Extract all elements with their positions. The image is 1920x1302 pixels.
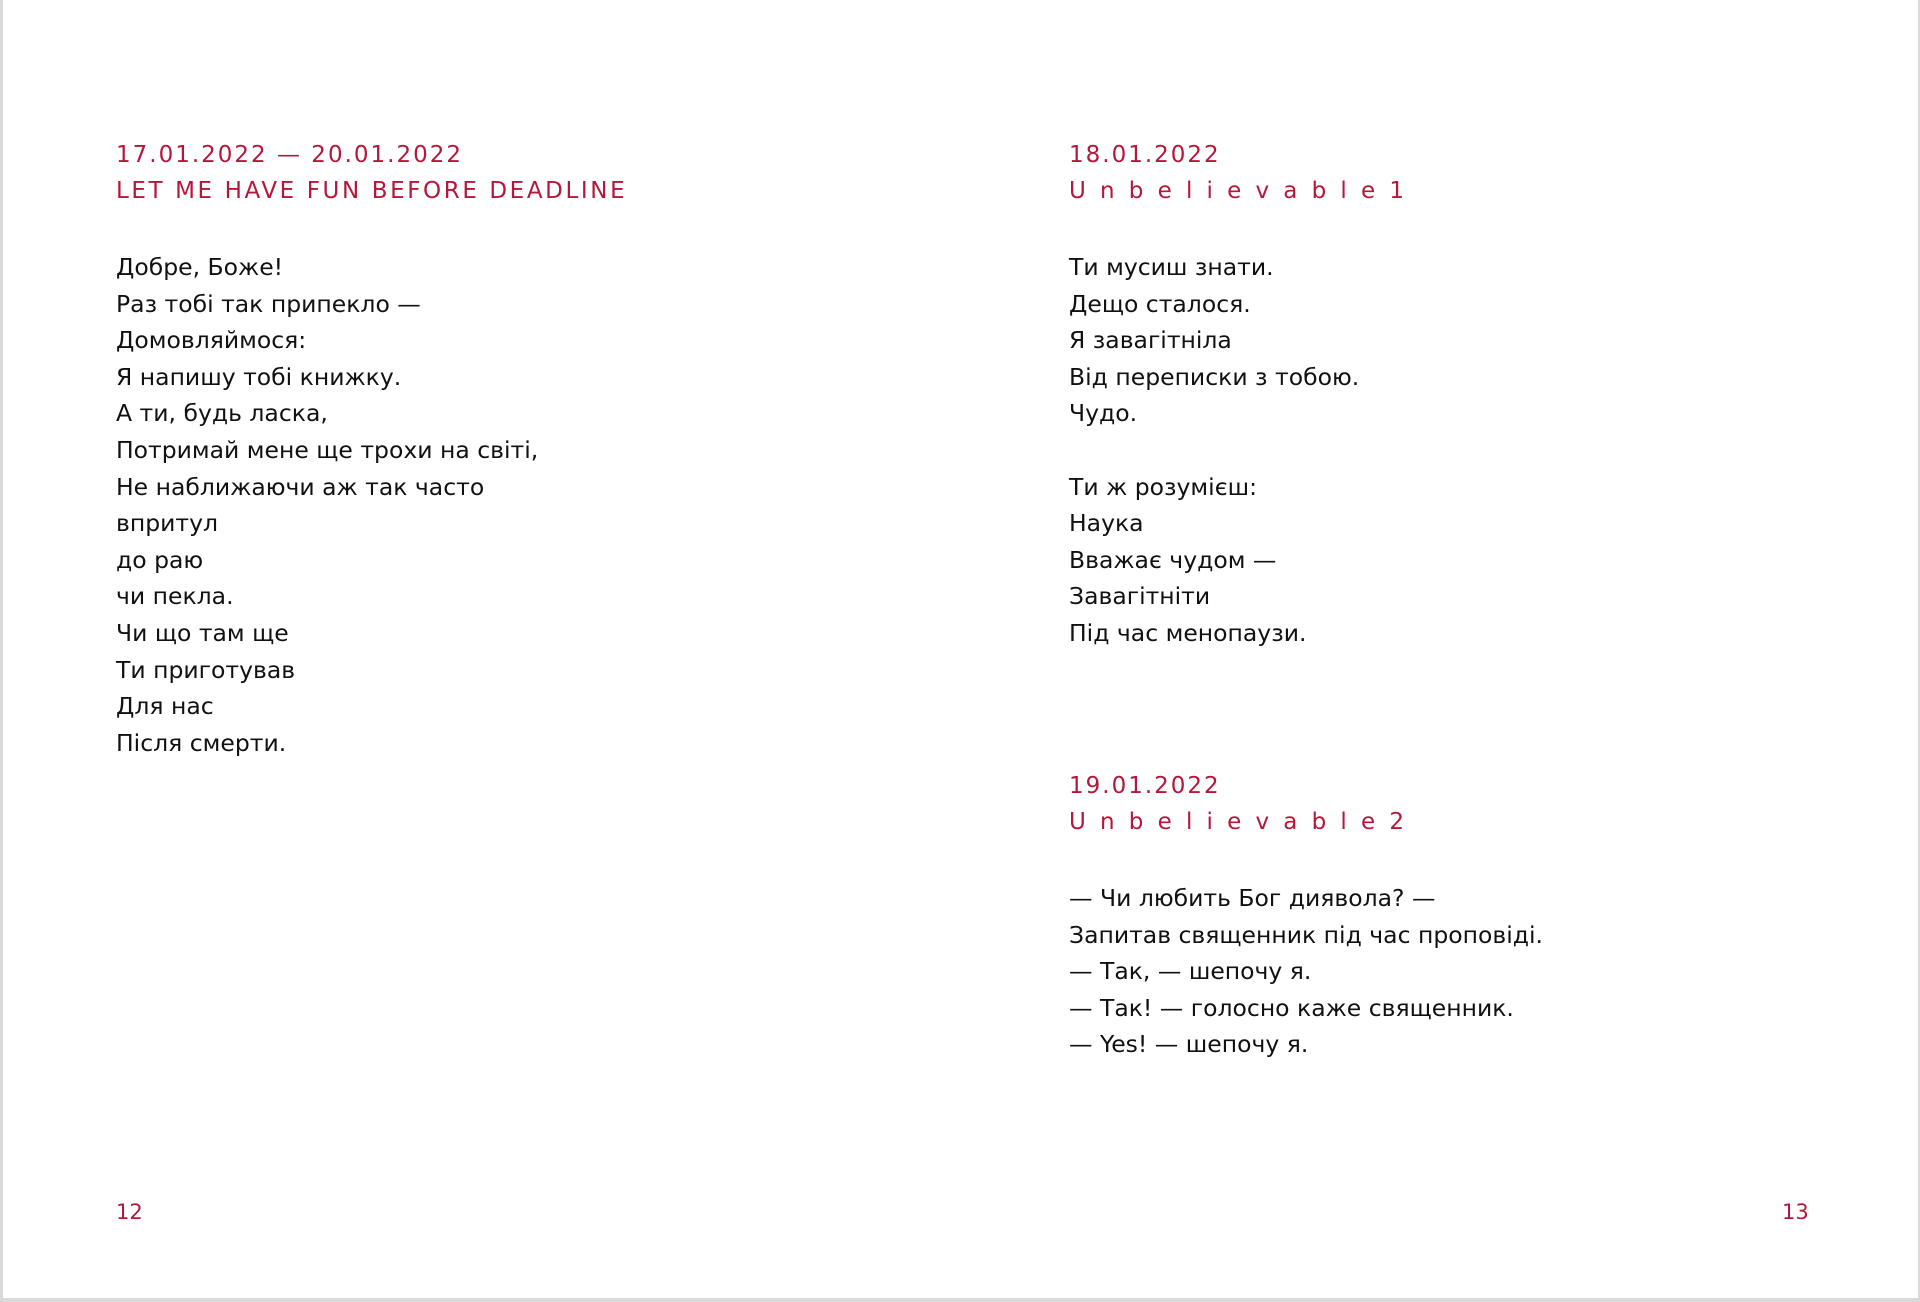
poem-line: до раю xyxy=(116,545,204,574)
poem-line: Ти мусиш знати. xyxy=(1069,253,1274,281)
poem-line: Від переписки з тобою. xyxy=(1069,362,1360,391)
book-spread xyxy=(3,0,1918,1298)
poem-line: Ти ж розумієш: xyxy=(1069,472,1258,501)
entry-title: Unbelievable2 xyxy=(1069,809,1419,835)
poem-line: Добре, Боже! xyxy=(116,253,284,281)
poem-line: Раз тобі так припекло — xyxy=(116,289,421,318)
poem-line: Ти приготував xyxy=(116,655,296,684)
poem-line: Запитав священник під час проповіді. xyxy=(1069,920,1543,949)
entry-date: 17.01.2022 — 20.01.2022 xyxy=(116,142,463,168)
poem-line: Я напишу тобі книжку. xyxy=(116,362,402,391)
poem-line: Під час менопаузи. xyxy=(1069,618,1307,647)
poem-line: Дещо сталося. xyxy=(1069,289,1251,318)
poem-line: Вважає чудом — xyxy=(1069,545,1277,574)
poem-line: Я завагітніла xyxy=(1069,326,1232,355)
entry-title: Unbelievable1 xyxy=(1069,178,1419,204)
poem-body xyxy=(1069,880,1543,1063)
poem-line: Не наближаючи аж так часто xyxy=(116,472,485,501)
entry-title: LET ME HAVE FUN BEFORE DEADLINE xyxy=(116,178,628,204)
right-page-entry-2 xyxy=(1069,768,1543,1063)
poem-line: Потримай мене ще трохи на світі, xyxy=(116,435,539,464)
poem-line: — Так! — голосно каже священник. xyxy=(1069,993,1514,1022)
poem-line: Після смерти. xyxy=(116,728,287,757)
stanza-break xyxy=(1069,432,1418,469)
left-page-entry xyxy=(116,137,627,761)
poem-line: чи пекла. xyxy=(116,582,234,611)
poem-line: — Так, — шепочу я. xyxy=(1069,957,1312,986)
poem-line: — Yes! — шепочу я. xyxy=(1069,1030,1309,1059)
entry-date: 19.01.2022 xyxy=(1069,773,1221,799)
poem-line: Завагітніти xyxy=(1069,582,1211,611)
poem-line: Домовляймося: xyxy=(116,326,307,355)
poem-line: Для нас xyxy=(116,692,214,721)
poem-body xyxy=(1069,249,1418,652)
right-page-entry-1 xyxy=(1069,137,1418,652)
poem-line: Чудо. xyxy=(1069,399,1138,428)
entry-date: 18.01.2022 xyxy=(1069,142,1221,168)
poem-line: впритул xyxy=(116,509,219,538)
page-number-left: 12 xyxy=(116,1200,143,1224)
poem-line: Наука xyxy=(1069,509,1144,538)
page-number-right: 13 xyxy=(1782,1200,1809,1224)
poem-line: Чи що там ще xyxy=(116,618,289,647)
poem-line: А ти, будь ласка, xyxy=(116,399,328,428)
poem-body xyxy=(116,249,627,761)
poem-line: — Чи любить Бог диявола? — xyxy=(1069,884,1436,912)
